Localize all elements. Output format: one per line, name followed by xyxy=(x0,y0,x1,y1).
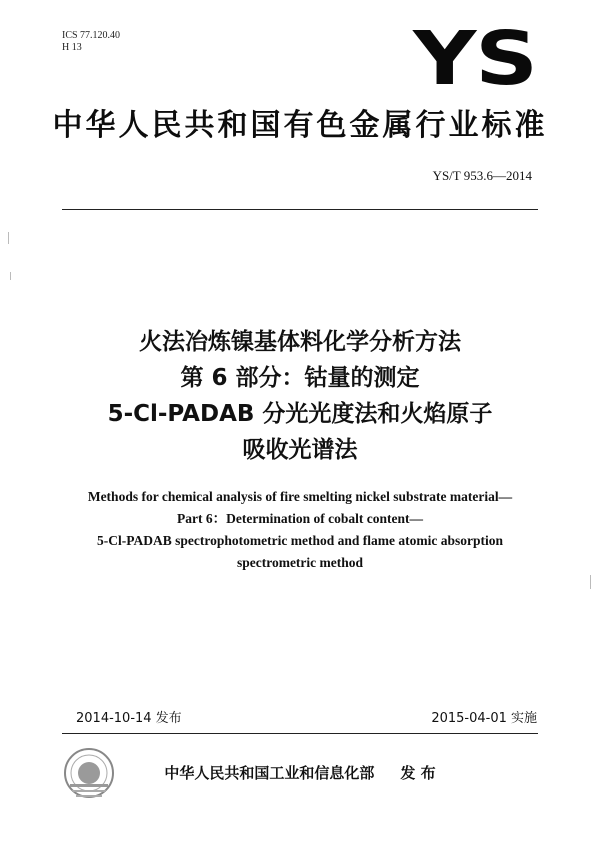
ics-code: ICS 77.120.40 xyxy=(62,30,121,41)
issuer-name: 中华人民共和国工业和信息化部 xyxy=(164,764,375,782)
issue-date: 2014-10-14 发布 xyxy=(76,711,182,726)
margin-mark xyxy=(8,232,9,244)
issuer-line xyxy=(0,764,600,782)
chinese-title-line: 5-Cl-PADAB 分光光度法和火焰原子 xyxy=(107,401,493,427)
english-title-line: Methods for chemical analysis of fire smelting nickel substrate material— xyxy=(87,489,513,504)
english-title-line: 5-Cl-PADAB spectrophotometric method and flame atomic absorption xyxy=(97,533,503,548)
standard-title: 中华人民共和国有色金属行业标准 xyxy=(52,108,548,143)
english-title xyxy=(0,486,600,574)
top-divider xyxy=(62,209,538,210)
ics-block xyxy=(62,30,120,54)
chinese-title-line: 吸收光谱法 xyxy=(242,437,358,463)
margin-mark xyxy=(590,575,591,589)
english-title-line: Part 6：Determination of cobalt content— xyxy=(177,511,423,526)
standard-code: YS/T 953.6—2014 xyxy=(432,168,532,183)
chinese-title-line: 火法冶炼镍基体料化学分析方法 xyxy=(139,329,461,355)
bottom-divider xyxy=(62,733,538,734)
implementation-date: 2015-04-01 实施 xyxy=(431,711,537,726)
ys-logo: YS xyxy=(413,16,537,102)
issuer-action: 发 布 xyxy=(400,764,436,782)
english-title-line: spectrometric method xyxy=(236,555,364,570)
classification-code: H 13 xyxy=(62,42,82,53)
chinese-title-line: 第 6 部分：钴量的测定 xyxy=(180,365,420,391)
margin-mark xyxy=(10,272,11,280)
chinese-title xyxy=(0,324,600,468)
